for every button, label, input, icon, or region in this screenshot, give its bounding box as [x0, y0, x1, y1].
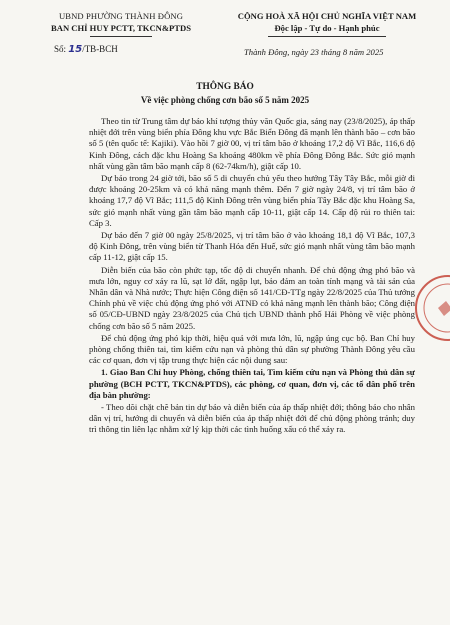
paragraph-2: Dự báo trong 24 giờ tới, bão số 5 di chuyển chủ yếu theo hướng Tây Tây Bắc, mỗi giờ đi được khoảng 20-25km và có khả năng mạnh thêm. Đến 7 giờ ngày 24/8, vị trí tâm bão ở khoảng 17,7 độ Vĩ Bắc; 111,5 độ Kinh Đông trên vùng biển phía Tây Bắc đặc khu Hoàng Sa, sức gió mạnh nhất vùng gần tâm bão mạnh cấp 10-11, giật cấp 14. Cấp độ rủi ro thiên tai: Cấp 3.	[89, 173, 415, 228]
org-underline	[90, 36, 152, 37]
number-prefix: Số:	[54, 44, 67, 54]
handwritten-number: 15	[68, 44, 83, 55]
paragraph-3: Dự báo đến 7 giờ 00 ngày 25/8/2025, vị trí tâm bão ở vào khoảng 18,1 độ Vĩ Bắc, 107,3 độ Kinh Đông, trên vùng biển từ Thanh Hóa đến Huế, sức gió mạnh nhất vùng tâm bão mạnh cấp 11-12, giật cấp 15.	[89, 230, 415, 263]
national-motto	[222, 10, 432, 37]
place-date: Thành Đông, ngày 23 tháng 8 năm 2025	[244, 47, 384, 57]
nation-underline	[268, 36, 386, 37]
document-body	[89, 116, 415, 437]
paragraph-1: Theo tin từ Trung tâm dự báo khí tượng thủy văn Quốc gia, sáng nay (23/8/2025), áp thấp nhiệt đới trên vùng biển phía Đông khu vực Bắc Biển Đông đã mạnh lên thành bão – cơn bão số 5 (tên quốc tế: Kajiki). Vào hồi 7 giờ 00, vị trí tâm bão ở khoảng 17,2 độ Vĩ Bắc, 116,6 độ Kinh Đông, cách đặc khu Hoàng Sa khoảng 480km về phía Đông Đông Bắc. Sức gió mạnh nhất vùng gần tâm bão mạnh cấp 8 (62-74km/h), giật cấp 10.	[89, 116, 415, 171]
document-number	[54, 44, 118, 55]
section1-heading: 1. Giao Ban Chỉ huy Phòng, chống thiên tai, Tìm kiếm cứu nạn và Phòng thủ dân sự phường (BCH PCTT, TKCN&PTDS), các phòng, cơ quan, đơn vị, các tổ dân phố trên địa bàn phường:	[89, 367, 415, 400]
document-subtitle: Về việc phòng chống cơn bão số 5 năm 2025	[140, 95, 310, 105]
document-title: THÔNG BÁO	[196, 82, 254, 92]
section1-bullet: - Theo dõi chặt chẽ bản tin dự báo và diễn biến của áp thấp nhiệt đới; thông báo cho nhân dân vị trí, hướng di chuyển và diễn biến của áp thấp nhiệt đới để chủ động phòng tránh; duy trì thông tin liên lạc nhằm xử lý kịp thời các tình huống xấu có thể xảy ra.	[89, 402, 415, 435]
number-suffix: /TB-BCH	[82, 44, 118, 54]
paragraph-5: Để chủ động ứng phó kịp thời, hiệu quả với mưa lớn, lũ, ngập úng cục bộ. Ban Chỉ huy phòng chống thiên tai, tìm kiếm cứu nạn và phòng thủ dân sự phường Thành Đông yêu cầu các cơ quan, đơn vị tập trung thực hiện các nội dung sau:	[89, 332, 415, 366]
org-line1: UBND PHƯỜNG THÀNH ĐÔNG	[58, 11, 183, 21]
paragraph-4: Diễn biến của bão còn phức tạp, tốc độ di chuyển nhanh. Để chủ động ứng phó bão và mưa lớn, nguy cơ xảy ra lũ, sạt lở đất, ngập lụt, bảo đảm an toàn tính mạng và tài sản của Nhân dân và Nhà nước; Thực hiện Công điện số 141/CĐ-TTg ngày 22/8/2025 của Thủ tướng Chính phủ về việc chủ động ứng phó với ATNĐ có khả năng mạnh lên thành bão; Công điện số 05/CĐ-UBND ngày 23/8/2025 của Chủ tịch UBND thành phố Hải Phòng về việc phòng chống cơn bão số 5 năm 2025.	[89, 264, 415, 331]
issuing-authority	[36, 10, 206, 37]
org-line2: BAN CHỈ HUY PCTT, TKCN&PTDS	[51, 23, 191, 33]
nation-line1: CỘNG HOÀ XÃ HỘI CHỦ NGHĨA VIỆT NAM	[237, 11, 417, 21]
nation-line2: Độc lập - Tự do - Hạnh phúc	[274, 23, 380, 33]
